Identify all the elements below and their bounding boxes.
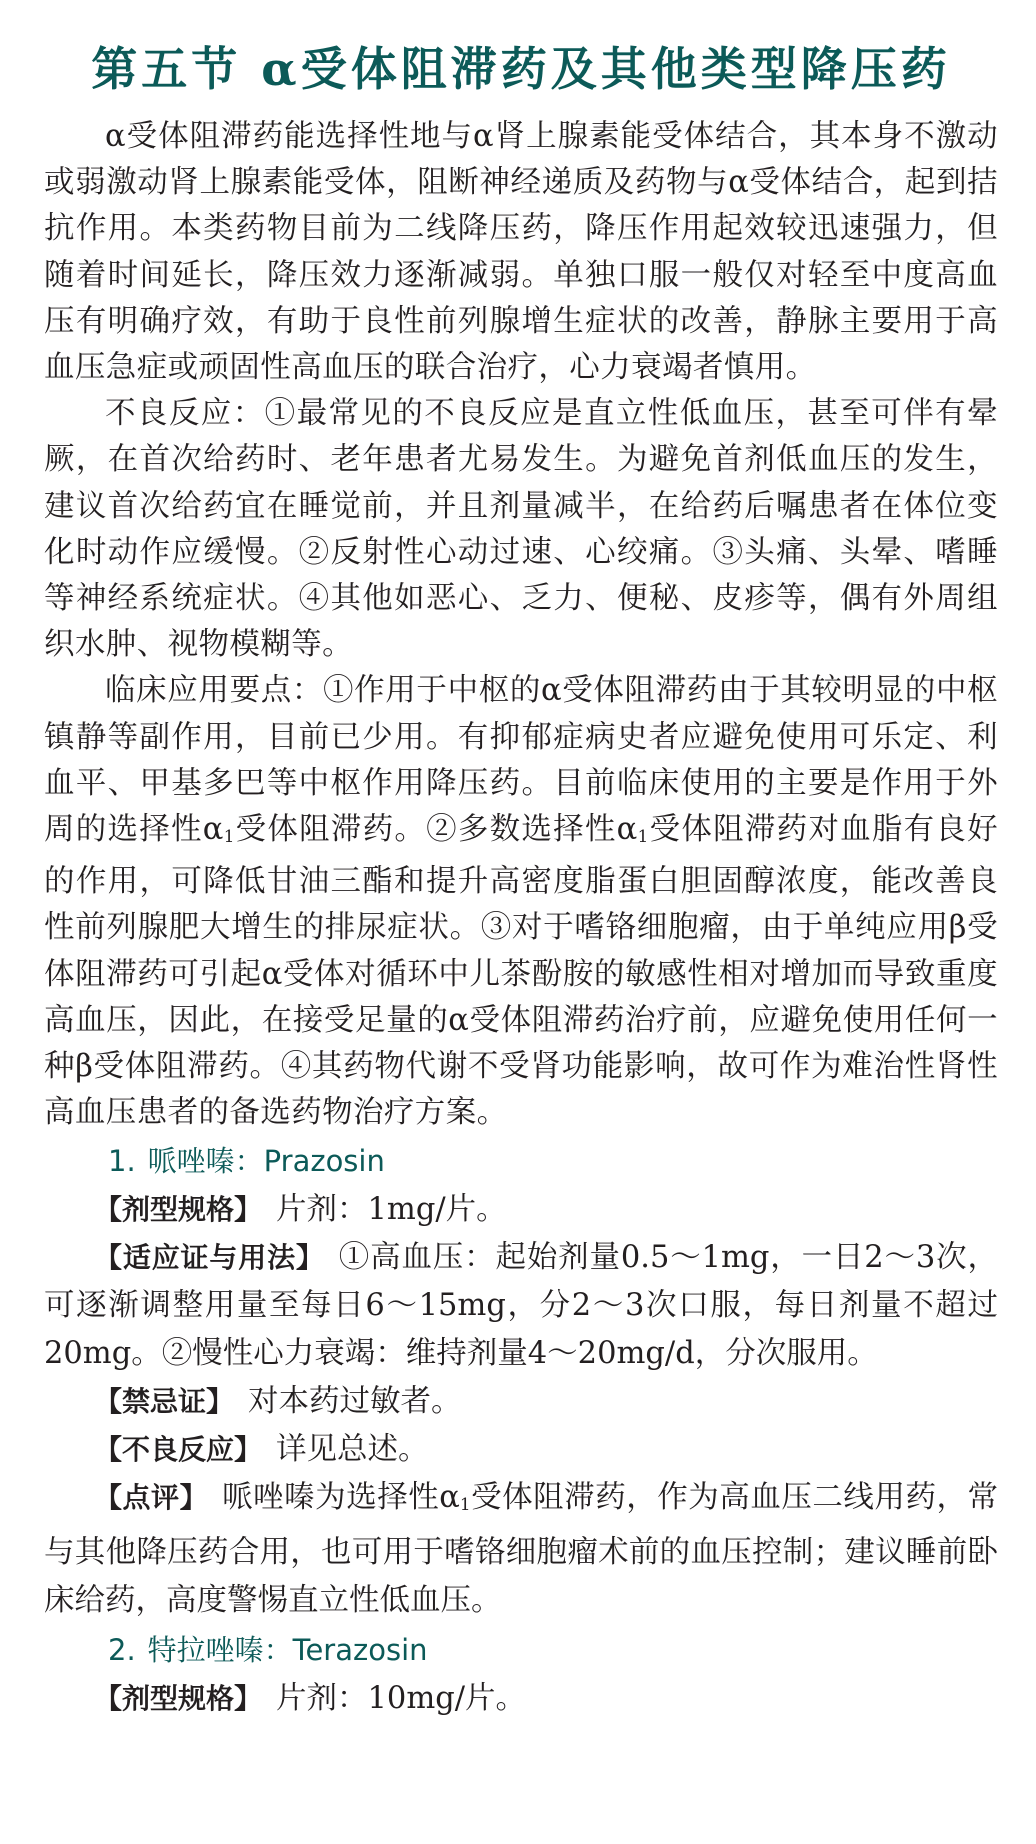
intro-paragraph: α受体阻滞药能选择性地与α肾上腺素能受体结合，其本身不激动或弱激动肾上腺素能受体，阻断神经递质及药物与α受体结合，起到拮抗作用。本类药物目前为二线降压药，降压作用起效较迅速强力，但随着时间延长，降压效力逐渐减弱。单独口服一般仅对轻至中度高血压有明确疗效，有助于良性前列腺增生症状的改善，静脉主要用于高血压急症或顽固性高血压的联合治疗，心力衰竭者慎用。 xyxy=(44,119,998,386)
field-value: ①高血压：起始剂量0.5～1mg，一日2～3次，可逐渐调整用量至每日6～15mg，分2～3次口服，每日剂量不超过20mg。②慢性心力衰竭：维持剂量4～20mg/d，分次服用。 xyxy=(44,1240,998,1372)
field-label: 【不良反应】 xyxy=(94,1433,263,1467)
clinical-points-paragraph xyxy=(44,668,998,1136)
drug-heading-terazosin xyxy=(44,1625,998,1675)
body-text xyxy=(44,114,998,1723)
field-indications xyxy=(44,1234,998,1378)
field-dosage-form xyxy=(44,1186,998,1234)
drug-number: 1. xyxy=(108,1144,136,1179)
field-value: 详见总述。 xyxy=(276,1432,429,1468)
field-label: 【点评】 xyxy=(94,1481,209,1515)
field-label: 【剂型规格】 xyxy=(94,1193,263,1227)
field-adverse-reactions xyxy=(44,1426,998,1474)
clinical-text-3: 受体阻滞药对血脂有良好的作用，可降低甘油三酯和提升高密度脂蛋白胆固醇浓度，能改善良性前列腺肥大增生的排尿症状。③对于嗜铬细胞瘤，由于单纯应用β受体阻滞药可引起α受体对循环中儿茶酚胺的敏感性相对增加而导致重度高血压，因此，在接受足量的α受体阻滞药治疗前，应避免使用任何一种β受体阻滞药。④其药物代谢不受肾功能影响，故可作为难治性肾性高血压患者的备选药物治疗方案。 xyxy=(44,812,998,1131)
subscript-3: 1 xyxy=(459,1494,471,1515)
field-contraindications xyxy=(44,1378,998,1426)
field-value: 对本药过敏者。 xyxy=(248,1384,462,1420)
subscript-1: 1 xyxy=(223,826,235,847)
field-comment xyxy=(44,1474,998,1624)
drug-number: 2. xyxy=(108,1632,136,1667)
clinical-text-2: 受体阻滞药。②多数选择性α xyxy=(234,812,638,848)
adverse-reactions-paragraph: 不良反应：①最常见的不良反应是直立性低血压，甚至可伴有晕厥，在首次给药时、老年患者尤易发生。为避免首剂低血压的发生，建议首次给药宜在睡觉前，并且剂量减半，在给药后嘱患者在体位变化时动作应缓慢。②反射性心动过速、心绞痛。③头痛、头晕、嗜睡等神经系统症状。④其他如恶心、乏力、便秘、皮疹等，偶有外周组织水肿、视物模糊等。 xyxy=(44,396,998,663)
drug-name: 哌唑嗪：Prazosin xyxy=(147,1144,385,1179)
drug-name: 特拉唑嗪：Terazosin xyxy=(147,1632,428,1667)
field-dosage-form-2 xyxy=(44,1675,998,1723)
drug-heading-prazosin xyxy=(44,1136,998,1186)
section-title: 第五节 α受体阻滞药及其他类型降压药 xyxy=(91,42,951,96)
field-label: 【适应证与用法】 xyxy=(94,1241,325,1275)
field-value: 哌唑嗪为选择性α xyxy=(222,1480,460,1516)
field-label: 【禁忌证】 xyxy=(94,1385,235,1419)
clinical-text-1: 临床应用要点：①作用于中枢的α受体阻滞药由于其较明显的中枢镇静等副作用，目前已少用。有抑郁症病史者应避免使用可乐定、利血平、甲基多巴等中枢作用降压药。目前临床使用的主要是作用于外周的选择性α xyxy=(44,673,998,848)
field-label: 【剂型规格】 xyxy=(94,1681,263,1715)
subscript-2: 1 xyxy=(637,826,649,847)
field-value: 片剂：10mg/片。 xyxy=(276,1680,527,1716)
field-value-cont: 受体阻滞药，作为高血压二线用药，常与其他降压药合用，也可用于嗜铬细胞瘤术前的血压控制；建议睡前卧床给药，高度警惕直立性低血压。 xyxy=(44,1480,998,1618)
field-value: 片剂：1mg/片。 xyxy=(276,1192,507,1228)
